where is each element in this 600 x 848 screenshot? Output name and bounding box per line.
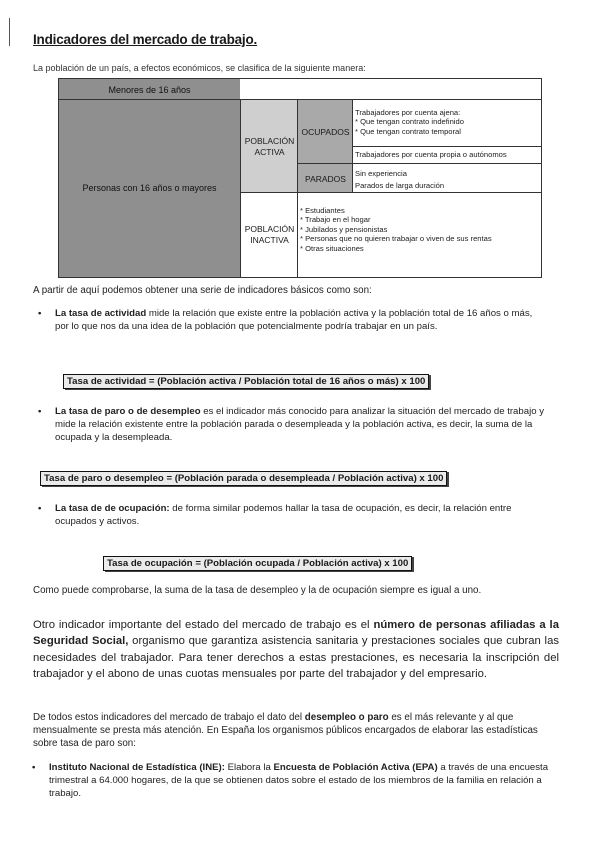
population-classification-diagram — [58, 78, 542, 278]
inactiva-details: * Estudiantes * Trabajo en el hogar * Jubilados y pensionistas * Personas que no quieren trabajar o viven de sus rentas * Otras situaciones — [297, 192, 541, 277]
bullet-tasa-ocupacion: • La tasa de de ocupación: de forma similar podemos hallar la tasa de ocupación, es decir, la relación entre ocupados y activos. — [38, 503, 512, 528]
paragraph-desempleo: De todos estos indicadores del mercado de trabajo el dato del desempleo o paro es el más relevante y al que mensualmente se presta más atención. En España los organismos públicos encargados de elaborar las estadísticas sobre tasa de paro son: — [33, 712, 538, 750]
poblacion-inactiva-cell: POBLACIÓN INACTIVA — [240, 192, 298, 277]
paragraph-seguridad-social: Otro indicador importante del estado del mercado de trabajo es el número de personas afiliadas a la Seguridad Social, organismo que garantiza asistencia sanitaria y prestaciones sociales que cubran las necesidades del trabajador. Para tener derechos a estas prestaciones, es necesaria la inscripción del trabajador y el abono de unas cuotas mensuales por parte del trabajador y del empresario. — [33, 619, 559, 681]
personas-label: Personas con 16 años o mayores — [82, 183, 217, 193]
bullet-tasa-paro: • La tasa de paro o de desempleo es el indicador más conocido para analizar la situación del mercado de trabajo y mide la relación existente entre la población parada o desempleada y la población activa, es decir, la suma de la ocupada y la desempleada. — [38, 406, 544, 444]
ocupados-cell: OCUPADOS — [297, 99, 353, 164]
paragraph-comprobar: Como puede comprobarse, la suma de la tasa de desempleo y la de ocupación siempre es igual a uno. — [33, 585, 482, 596]
margin-mark — [9, 18, 10, 46]
parados-details: Sin experiencia Parados de larga duración — [352, 163, 541, 192]
poblacion-activa-cell: POBLACIÓN ACTIVA — [240, 99, 298, 193]
ocupados-propia: Trabajadores por cuenta propia o autónomos — [352, 146, 541, 163]
bullet-ine: • Instituto Nacional de Estadística (INE): Elabora la Encuesta de Población Activa (EPA) a través de una encuesta trimestral a 64.000 hogares, de la que se obtienen datos sobre el estado de los miembros de la familia en relación a trabajo. — [32, 762, 549, 800]
formula-tasa-actividad: Tasa de actividad = (Población activa / Población total de 16 años o más) x 100 — [63, 374, 429, 389]
parados-cell: PARADOS — [297, 163, 353, 193]
indicators-intro: A partir de aquí podemos obtener una serie de indicadores básicos como son: — [33, 285, 372, 296]
intro-text: La población de un país, a efectos económicos, se clasifica de la siguiente manera: — [33, 63, 366, 73]
page-title: Indicadores del mercado de trabajo. — [33, 32, 258, 47]
formula-tasa-ocupacion: Tasa de ocupación = (Población ocupada / Población activa) x 100 — [103, 556, 412, 571]
age-group-column — [59, 79, 240, 277]
menores-label: Menores de 16 años — [108, 85, 191, 95]
ocupados-details: Trabajadores por cuenta ajena: * Que tengan contrato indefinido * Que tengan contrato temporal — [352, 99, 541, 146]
formula-tasa-paro: Tasa de paro o desempleo = (Población parada o desempleada / Población activa) x 100 — [40, 471, 447, 486]
bullet-tasa-actividad: • La tasa de actividad mide la relación que existe entre la población activa y la población total de 16 años o más, por lo que nos da una idea de la población que potencialmente podría trabajar en un país. — [38, 308, 533, 333]
